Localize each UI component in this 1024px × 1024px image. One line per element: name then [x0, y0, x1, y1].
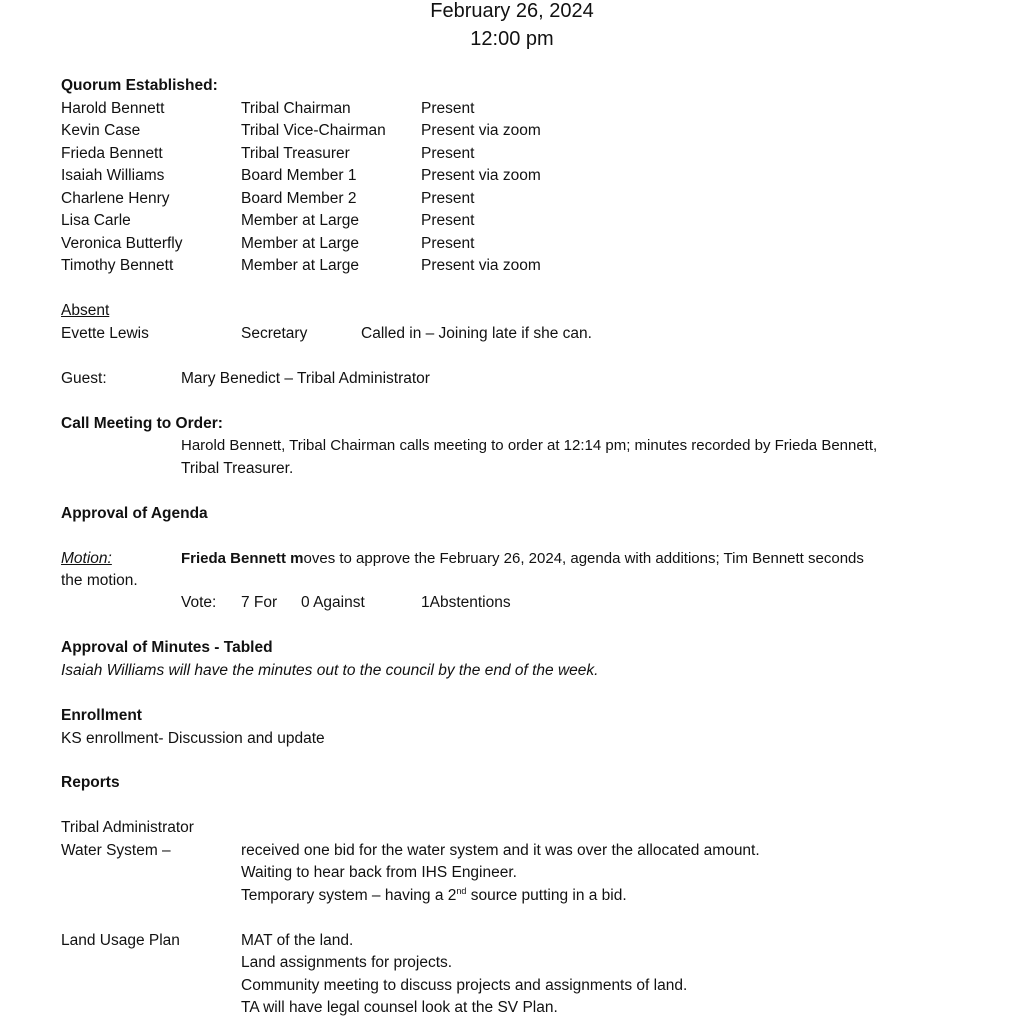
absent-name: Evette Lewis	[61, 325, 149, 342]
agenda-heading: Approval of Agenda	[61, 505, 208, 522]
meeting-date: February 26, 2024	[430, 0, 594, 22]
quorum-heading: Quorum Established:	[61, 77, 218, 94]
member-title: Board Member 2	[241, 190, 357, 207]
vote-for: 7 For	[241, 594, 278, 611]
minutes-note: Isaiah Williams will have the minutes out to the council by the end of the week.	[61, 662, 599, 679]
land-usage-label: Land Usage Plan	[61, 932, 180, 949]
member-title: Member at Large	[241, 235, 360, 252]
water-system-label: Water System –	[61, 842, 171, 859]
land-line: Land assignments for projects.	[241, 954, 453, 971]
water-line-1: received one bid for the water system and it was over the allocated amount.	[241, 842, 760, 859]
reports-subheading: Tribal Administrator	[61, 819, 194, 836]
member-name: Kevin Case	[61, 122, 141, 139]
member-name: Frieda Bennett	[61, 145, 163, 162]
member-name: Lisa Carle	[61, 212, 131, 229]
member-status: Present	[421, 190, 475, 207]
guest-label: Guest:	[61, 370, 107, 387]
absent-heading: Absent	[61, 302, 110, 319]
member-title: Tribal Treasurer	[241, 145, 350, 162]
land-line: TA will have legal counsel look at the SV Plan.	[241, 999, 558, 1016]
member-title: Member at Large	[241, 212, 360, 229]
water-line-3	[241, 885, 627, 907]
enrollment-heading: Enrollment	[61, 707, 142, 724]
land-line: Community meeting to discuss projects and assignments of land.	[241, 977, 688, 994]
call-to-order-heading: Call Meeting to Order:	[61, 415, 223, 432]
member-status: Present	[421, 145, 475, 162]
member-name: Isaiah Williams	[61, 167, 165, 184]
motion-mover: Frieda Bennett m	[181, 550, 304, 567]
vote-abstentions: 1Abstentions	[421, 594, 511, 611]
vote-against: 0 Against	[301, 594, 365, 611]
member-title: Tribal Vice-Chairman	[241, 122, 386, 139]
vote-label: Vote:	[181, 594, 217, 611]
member-name: Charlene Henry	[61, 190, 170, 207]
absent-title: Secretary	[241, 325, 308, 342]
member-status: Present	[421, 100, 475, 117]
motion-text	[181, 548, 864, 570]
motion-continuation: the motion.	[61, 572, 138, 589]
enrollment-text: KS enrollment- Discussion and update	[61, 730, 325, 747]
absent-note: Called in – Joining late if she can.	[361, 325, 592, 342]
member-title: Member at Large	[241, 257, 360, 274]
reports-heading: Reports	[61, 774, 120, 791]
water-line-3-end: source putting in a bid.	[466, 887, 627, 904]
water-line-2: Waiting to hear back from IHS Engineer.	[241, 864, 517, 881]
member-title: Board Member 1	[241, 167, 357, 184]
member-status: Present	[421, 235, 475, 252]
member-name: Timothy Bennett	[61, 257, 174, 274]
member-status: Present via zoom	[421, 167, 541, 184]
motion-label: Motion:	[61, 550, 112, 567]
member-status: Present via zoom	[421, 122, 541, 139]
minutes-heading: Approval of Minutes - Tabled	[61, 639, 273, 656]
member-status: Present via zoom	[421, 257, 541, 274]
land-line: MAT of the land.	[241, 932, 354, 949]
member-name: Veronica Butterfly	[61, 235, 183, 252]
call-to-order-line-1: Harold Bennett, Tribal Chairman calls meeting to order at 12:14 pm; minutes recorded by Frieda Bennett,	[181, 437, 878, 454]
call-to-order-line-2: Tribal Treasurer.	[181, 460, 294, 477]
ordinal-suffix: nd	[456, 885, 467, 896]
water-line-3-start: Temporary system – having a 2	[241, 887, 457, 904]
guest-value: Mary Benedict – Tribal Administrator	[181, 370, 430, 387]
member-title: Tribal Chairman	[241, 100, 351, 117]
meeting-time: 12:00 pm	[470, 28, 554, 50]
member-status: Present	[421, 212, 475, 229]
member-name: Harold Bennett	[61, 100, 165, 117]
motion-body: oves to approve the February 26, 2024, agenda with additions; Tim Bennett seconds	[303, 550, 864, 567]
